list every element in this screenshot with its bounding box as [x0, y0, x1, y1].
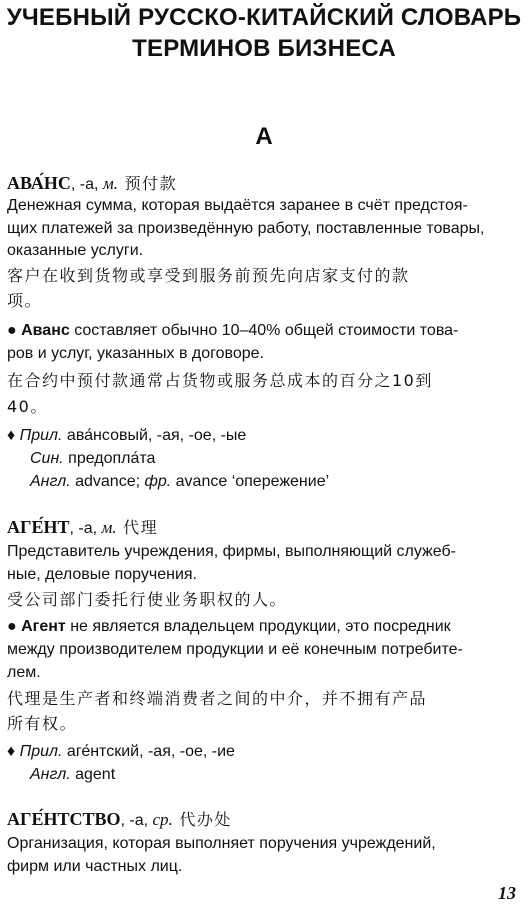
headword: АГЕ́НТСТВО [7, 809, 121, 829]
example-cn-line: 在合约中预付款通常占货物或服务总成本的百分之10到 [7, 371, 433, 390]
adjective-forms: аге́нтский, -ая, -ое, -ие [62, 743, 235, 760]
example-cn-line: 所有权。 [7, 714, 78, 733]
definition-line: оказанные услуги. [7, 242, 144, 259]
english-word: advance; [70, 473, 145, 490]
translation-cn: 代办处 [172, 810, 232, 829]
definition-line: фирм или частных лиц. [7, 858, 183, 875]
part-of-speech: ср. [152, 810, 173, 829]
example-cn-line: 代理是生产者和终端消费者之间的中介，并不拥有产品 [7, 689, 428, 708]
part-of-speech: м. [101, 518, 117, 537]
foreign-equivalents [30, 471, 522, 493]
related-adjective [7, 425, 522, 447]
entry-agent-header [7, 516, 522, 540]
grammar: , -а, [69, 520, 102, 537]
grammar: , -а, [120, 812, 153, 829]
bullet-icon: ● [7, 322, 17, 339]
headword: АГЕ́НТ [7, 517, 70, 537]
french-word: avance ‘опережение’ [171, 473, 330, 490]
page-title-line2: ТЕРМИНОВ БИЗНЕСА [132, 35, 396, 62]
definition-line: Организация, которая выполняет поручения учреждений, [7, 835, 436, 852]
diamond-icon: ♦ [7, 743, 16, 760]
definition-cn-line: 受公司部门委托行使业务职权的人。 [7, 590, 288, 609]
page-title-line1: УЧЕБНЫЙ РУССКО-КИТАЙСКИЙ СЛОВАРЬ [6, 4, 522, 31]
example-line: между производителем продукции и её конечным потребите- [7, 641, 463, 658]
grammar: , -а, [70, 176, 103, 193]
label-angl: Англ. [30, 766, 71, 783]
label-pril: Прил. [19, 427, 63, 444]
definition-cn-line: 项。 [7, 291, 43, 310]
definition-line: ные, деловые поручения. [7, 566, 197, 583]
related-adjective [7, 741, 522, 763]
example-line: лем. [7, 664, 41, 681]
example-text: не является владельцем продукции, это посредник [65, 618, 451, 635]
translation-cn: 代理 [116, 518, 159, 537]
page-number: 13 [498, 883, 516, 903]
english-word: agent [70, 766, 116, 783]
example-cn-line: 40。 [7, 397, 48, 416]
definition-line: Представитель учреждения, фирмы, выполняющий служеб- [7, 543, 456, 560]
definition-cn-line: 客户在收到货物或享受到服务前预先向店家支付的款 [7, 266, 410, 285]
definition-line: Денежная сумма, которая выдаётся заранее в счёт предстоя- [7, 197, 468, 214]
example-keyword: Агент [21, 618, 66, 635]
entry-agentstvo-header [7, 808, 522, 832]
example-line [7, 320, 522, 342]
foreign-equivalents [30, 764, 522, 786]
example-text: составляет обычно 10–40% общей стоимости това- [69, 322, 459, 339]
translation-cn: 预付款 [118, 174, 178, 193]
bullet-icon: ● [7, 618, 17, 635]
headword: АВА́НС [7, 173, 71, 193]
section-letter: А [255, 123, 273, 150]
synonym-word: предопла́та [63, 450, 156, 467]
synonym [30, 448, 522, 470]
example-keyword: Аванс [21, 322, 70, 339]
example-line [7, 616, 522, 638]
example-line: ров и услуг, указанных в договоре. [7, 345, 264, 362]
definition-line: щих платежей за произведённую работу, поставленные товары, [7, 220, 485, 237]
entry-avans-header [7, 172, 522, 196]
diamond-icon: ♦ [7, 427, 16, 444]
adjective-forms: ава́нсовый, -ая, -ое, -ые [62, 427, 247, 444]
label-angl: Англ. [30, 473, 71, 490]
label-fr: фр. [144, 473, 172, 490]
label-sin: Син. [30, 450, 64, 467]
part-of-speech: м. [102, 174, 118, 193]
label-pril: Прил. [19, 743, 63, 760]
